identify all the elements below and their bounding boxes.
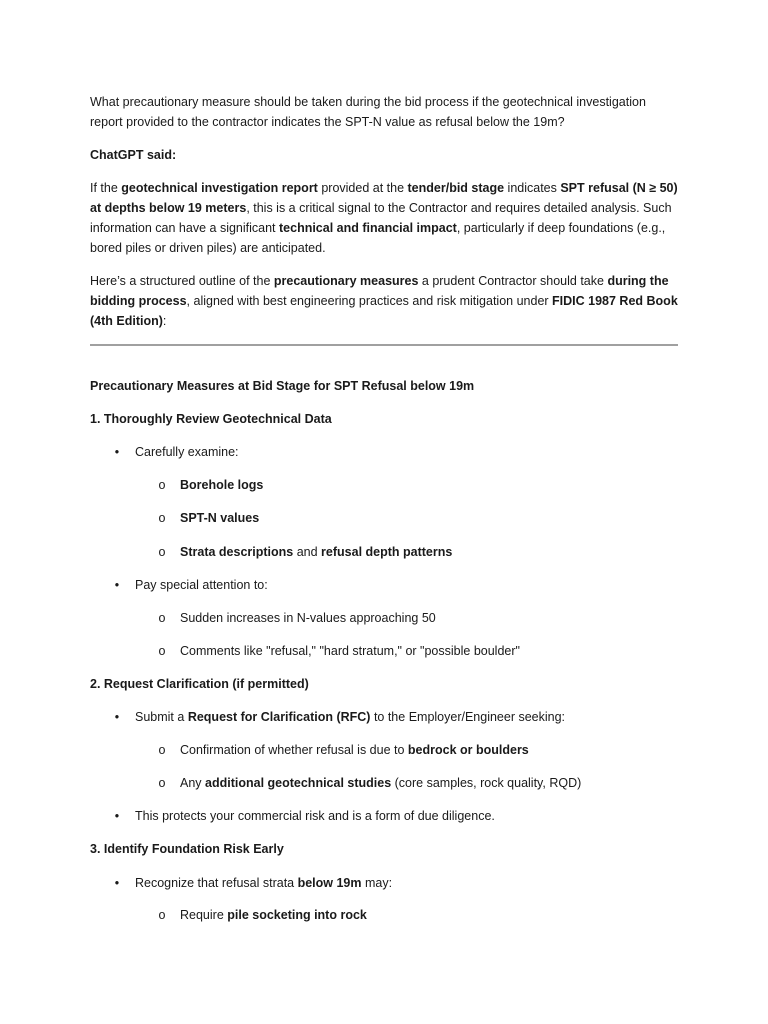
list-item: Pay special attention to:: [135, 578, 268, 592]
heading-1: 1. Thoroughly Review Geotechnical Data: [90, 412, 332, 426]
sub-bullet-icon: o: [158, 545, 166, 559]
sub-bullet-icon: o: [158, 611, 166, 625]
outline-paragraph: Here’s a structured outline of the precautionary measures a prudent Contractor should take during the bidding process, aligned with best engineering practices and risk mitigation under FIDIC 1987 Red Book (4th Edition):: [90, 274, 678, 328]
sub-bullet-icon: o: [158, 908, 166, 922]
list-item: Submit a Request for Clarification (RFC) to the Employer/Engineer seeking:: [135, 710, 566, 724]
question-line: report provided to the contractor indicates the SPT-N value as refusal below the 19m?: [90, 115, 565, 129]
sub-bullet-icon: o: [158, 644, 166, 658]
list-item: Recognize that refusal strata below 19m may:: [135, 876, 393, 890]
sub-list-item: Sudden increases in N-values approaching 50: [180, 611, 436, 625]
heading-2: 2. Request Clarification (if permitted): [90, 677, 309, 691]
sub-list-item: Comments like "refusal," "hard stratum," or "possible boulder": [180, 644, 520, 658]
sub-bullet-icon: o: [158, 511, 166, 525]
question-line: What precautionary measure should be taken during the bid process if the geotechnical investigation: [90, 95, 646, 109]
sub-bullet-icon: o: [158, 478, 166, 492]
bullet-icon: •: [114, 445, 120, 459]
sub-list-item: Require pile socketing into rock: [180, 908, 367, 922]
horizontal-rule: [90, 344, 678, 346]
chatgpt-said-label: ChatGPT said:: [90, 148, 177, 162]
sub-list-item: SPT-N values: [180, 511, 260, 525]
intro-paragraph: If the geotechnical investigation report provided at the tender/bid stage indicates SPT refusal (N ≥ 50) at depths below 19 meters, this is a critical signal to the Contractor and requires detailed analysis. Such information can have a significant technical and financial impact, particularly if deep foundations (e.g., bored piles or driven piles) are anticipated.: [90, 181, 678, 255]
heading-3: 3. Identify Foundation Risk Early: [90, 842, 284, 856]
sub-bullet-icon: o: [158, 776, 166, 790]
question-paragraph: [90, 92, 682, 132]
sub-list-item: Strata descriptions and refusal depth patterns: [180, 545, 453, 559]
sub-list-item: Borehole logs: [180, 478, 264, 492]
section-title: Precautionary Measures at Bid Stage for SPT Refusal below 19m: [90, 379, 475, 393]
bullet-icon: •: [114, 809, 120, 823]
sub-list-item: Confirmation of whether refusal is due to bedrock or boulders: [180, 743, 529, 757]
bullet-icon: •: [114, 710, 120, 724]
list-item: Carefully examine:: [135, 445, 239, 459]
bullet-icon: •: [114, 876, 120, 890]
sub-list-item: Any additional geotechnical studies (core samples, rock quality, RQD): [180, 776, 582, 790]
list-item: This protects your commercial risk and is a form of due diligence.: [135, 809, 495, 823]
bullet-icon: •: [114, 578, 120, 592]
sub-bullet-icon: o: [158, 743, 166, 757]
